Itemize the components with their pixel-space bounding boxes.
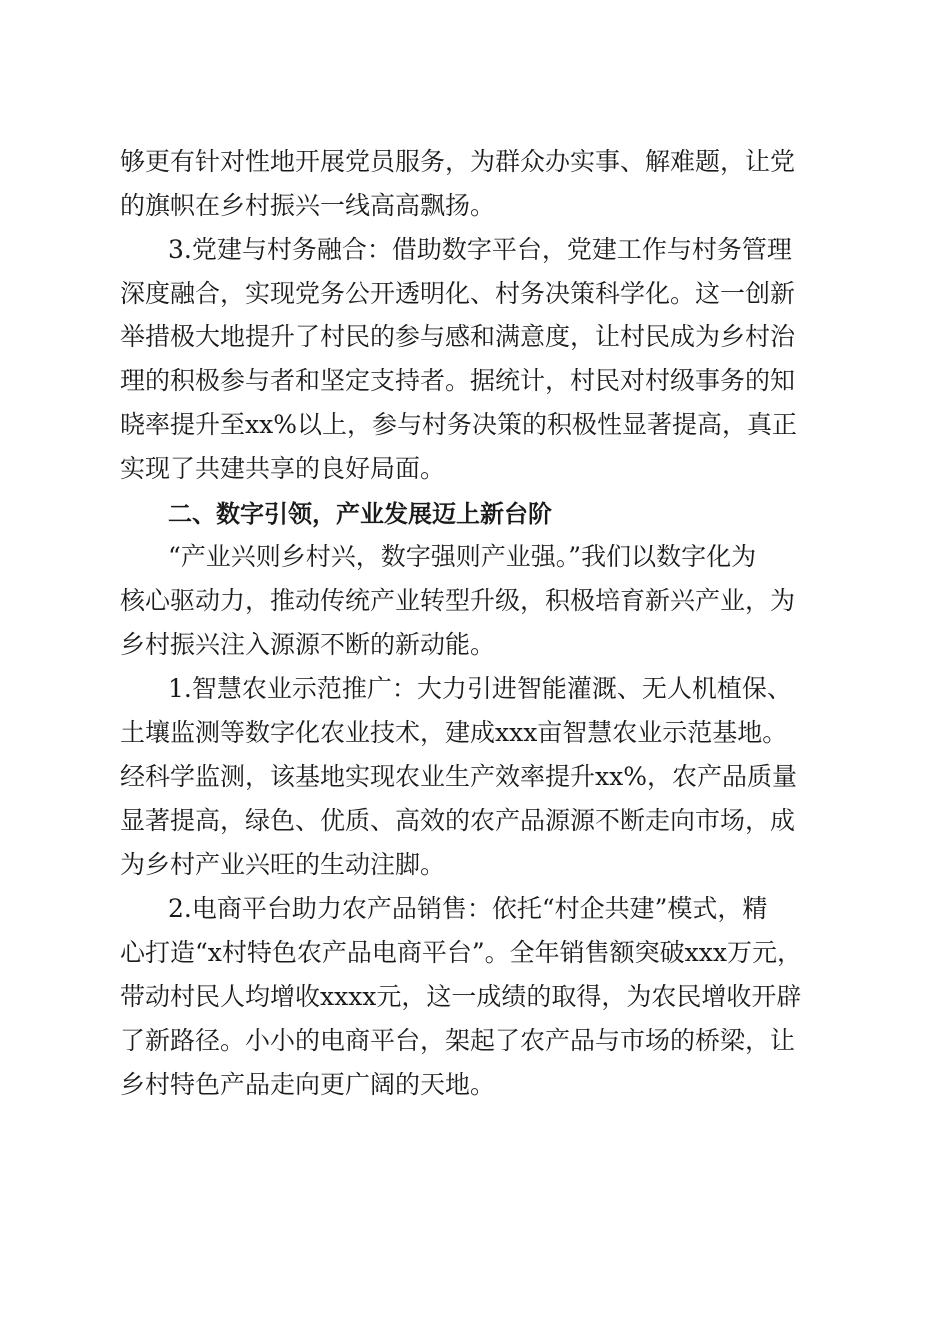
paragraph-line: “产业兴则乡村兴，数字强则产业强。”我们以数字化为 bbox=[168, 542, 757, 571]
paragraph-line: 乡村振兴注入源源不断的新动能。 bbox=[120, 630, 496, 659]
paragraph-line: 的旗帜在乡村振兴一线高高飘扬。 bbox=[120, 191, 496, 220]
section-heading: 二、数字引领，产业发展迈上新台阶 bbox=[168, 500, 552, 528]
paragraph-line: 心打造“x村特色农产品电商平台”。全年销售额突破xxx万元， bbox=[120, 938, 802, 967]
paragraph-line: 乡村特色产品走向更广阔的天地。 bbox=[120, 1070, 496, 1099]
paragraph-line: 深度融合，实现党务公开透明化、村务决策科学化。这一创新 bbox=[120, 279, 796, 308]
paragraph-line: 理的积极参与者和坚定支持者。据统计，村民对村级事务的知 bbox=[120, 366, 796, 395]
paragraph-line: 经科学监测，该基地实现农业生产效率提升xx%，农产品质量 bbox=[120, 762, 797, 791]
paragraph-line: 核心驱动力，推动传统产业转型升级，积极培育新兴产业，为 bbox=[120, 586, 796, 615]
paragraph-line: 3.党建与村务融合：借助数字平台，党建工作与村务管理 bbox=[168, 235, 792, 264]
paragraph-line: 1.智慧农业示范推广：大力引进智能灌溉、无人机植保、 bbox=[168, 674, 792, 703]
paragraph-line: 带动村民人均增收xxxx元，这一成绩的取得，为农民增收开辟 bbox=[120, 982, 802, 1011]
paragraph-line: 为乡村产业兴旺的生动注脚。 bbox=[120, 850, 446, 879]
paragraph-line: 实现了共建共享的良好局面。 bbox=[120, 454, 446, 483]
paragraph-line: 显著提高，绿色、优质、高效的农产品源源不断走向市场，成 bbox=[120, 806, 796, 835]
paragraph-line: 举措极大地提升了村民的参与感和满意度，让村民成为乡村治 bbox=[120, 322, 796, 351]
paragraph-line: 了新路径。小小的电商平台，架起了农产品与市场的桥梁，让 bbox=[120, 1026, 796, 1055]
paragraph-line: 土壤监测等数字化农业技术，建成xxx亩智慧农业示范基地。 bbox=[120, 718, 788, 747]
paragraph-line: 晓率提升至xx%以上，参与村务决策的积极性显著提高，真正 bbox=[120, 410, 797, 439]
paragraph-line: 2.电商平台助力农产品销售：依托“村企共建”模式，精 bbox=[168, 894, 768, 923]
paragraph-line: 够更有针对性地开展党员服务，为群众办实事、解难题，让党 bbox=[120, 147, 796, 176]
